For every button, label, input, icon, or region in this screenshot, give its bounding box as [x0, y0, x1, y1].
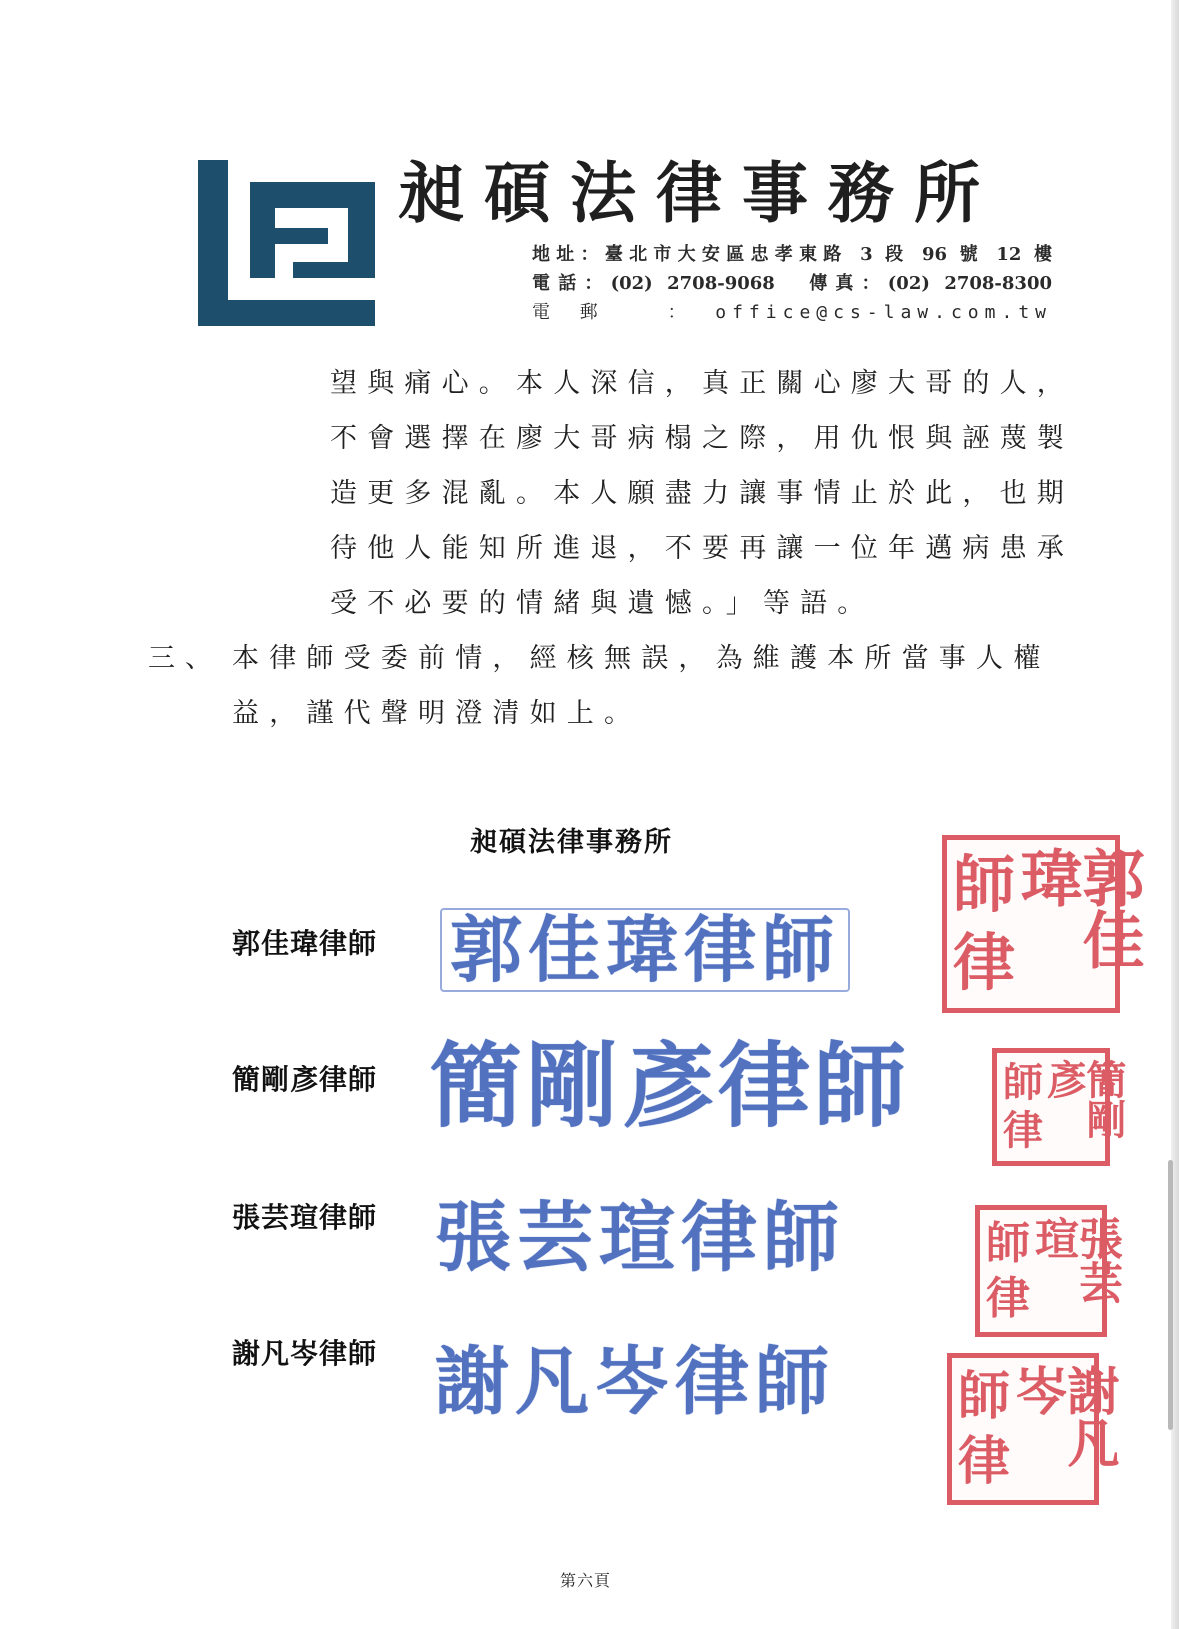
item-line: 益，謹代聲明澄清如上。: [232, 698, 642, 729]
paragraph-line: 不會選擇在廖大哥病榻之際，用仇恨與誣蔑製: [330, 423, 1074, 454]
seal-char: 師: [986, 1217, 1030, 1269]
seal-char: 律: [986, 1272, 1030, 1324]
seal-char: 律: [1003, 1107, 1043, 1154]
red-seal: [992, 1048, 1127, 1166]
address-line: 地址：臺北市大安區忠孝東路 3 段 96 號 12 樓: [532, 244, 1052, 265]
seal-char: 師: [953, 848, 1016, 921]
seal-char: 簡剛彥: [1040, 1059, 1127, 1139]
firm-name: 昶碩法律事務所: [398, 154, 1000, 232]
lawyer-label: 郭佳瑋律師: [232, 927, 378, 960]
phone-fax-line: 電話：(02) 2708-9068 傳真：(02) 2708-8300: [532, 273, 1052, 294]
scrollbar[interactable]: [1168, 1160, 1173, 1430]
blue-name-stamp: 簡剛彥律師: [430, 1032, 911, 1140]
lawyer-label: 謝凡岑律師: [232, 1337, 378, 1370]
red-seal: [975, 1205, 1122, 1337]
lawyer-label: 簡剛彥律師: [232, 1063, 378, 1096]
signature-firm-name: 昶碩法律事務所: [470, 827, 673, 858]
seal-char: 律: [958, 1430, 1011, 1492]
blue-name-stamp: 郭佳瑋律師: [440, 908, 850, 992]
paragraph-line: 受不必要的情緒與遺憾。」等語。: [330, 588, 875, 619]
item-number: 三、: [148, 643, 222, 674]
paragraph-line: 望與痛心。本人深信，真正關心廖大哥的人，: [330, 368, 1074, 399]
red-seal: [947, 1353, 1120, 1505]
paragraph-line: 造更多混亂。本人願盡力讓事情止於此，也期: [330, 478, 1074, 509]
item-line: 本律師受委前情，經核無誤，為維護本所當事人權: [232, 643, 1051, 674]
cs-law-logo-icon: [198, 160, 375, 326]
seal-char: 張芸瑄: [1027, 1216, 1122, 1304]
blue-name-stamp: 謝凡岑律師: [435, 1339, 835, 1425]
seal-char: 律: [953, 926, 1016, 999]
seal-char: 郭佳瑋: [1010, 846, 1146, 970]
email-line: 電郵 ：office@cs-law.com.tw: [532, 302, 1052, 323]
contact-info: [532, 240, 1052, 327]
seal-char: 師: [958, 1365, 1011, 1427]
lawyer-label: 張芸瑄律師: [232, 1201, 378, 1234]
seal-char: 謝凡岑: [1006, 1364, 1120, 1468]
page-number: 第六頁: [560, 1571, 612, 1590]
blue-name-stamp: 張芸瑄律師: [435, 1193, 845, 1282]
red-seal: [942, 835, 1146, 1013]
paragraph-line: 待他人能知所進退，不要再讓一位年邁病患承: [330, 533, 1074, 564]
seal-char: 師: [1003, 1059, 1043, 1106]
